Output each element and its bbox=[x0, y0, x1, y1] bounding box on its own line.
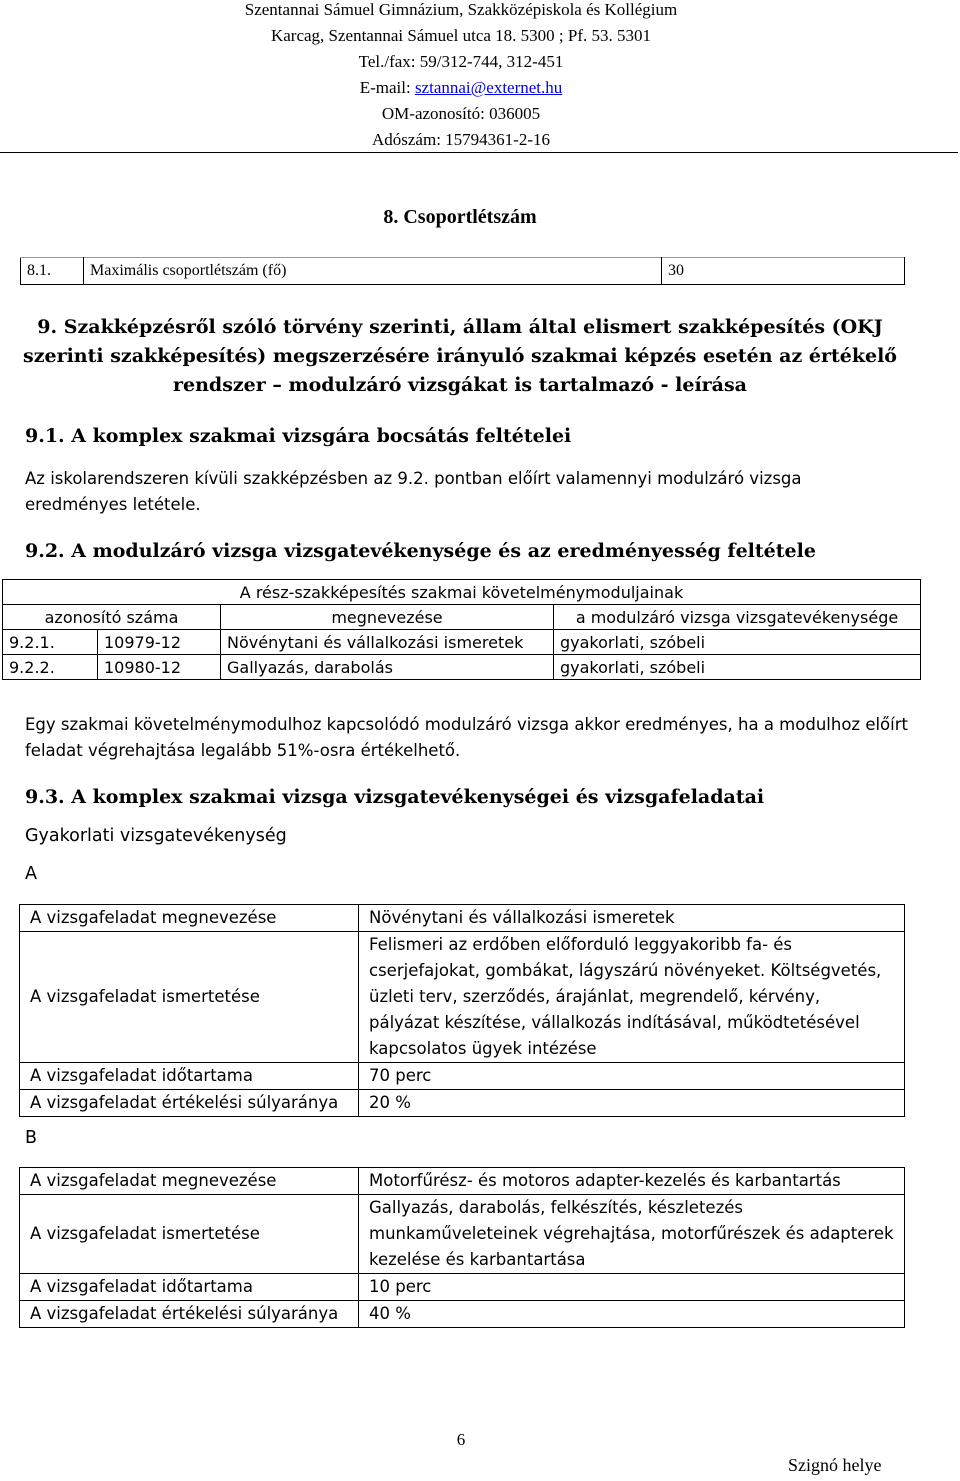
table-cell: 10979-12 bbox=[98, 630, 221, 655]
row-label: A vizsgafeladat megnevezése bbox=[20, 1168, 359, 1195]
row-number: 8.1. bbox=[21, 258, 84, 285]
group-size-table bbox=[20, 257, 905, 285]
table-row bbox=[20, 1168, 905, 1195]
table-row bbox=[20, 932, 905, 1063]
column-header: megnevezése bbox=[221, 605, 554, 630]
row-label: A vizsgafeladat időtartama bbox=[20, 1274, 359, 1301]
table-row bbox=[20, 1063, 905, 1090]
column-header: azonosító száma bbox=[3, 605, 221, 630]
row-value: 10 perc bbox=[359, 1274, 905, 1301]
table-row bbox=[20, 1274, 905, 1301]
section-8-title: 8. Csoportlétszám bbox=[383, 206, 537, 228]
tax-number: Adószám: 15794361-2-16 bbox=[371, 130, 550, 149]
row-label: A vizsgafeladat ismertetése bbox=[20, 932, 359, 1063]
row-value: 70 perc bbox=[359, 1063, 905, 1090]
row-value: 20 % bbox=[359, 1090, 905, 1117]
school-address: Karcag, Szentannai Sámuel utca 18. 5300 ; Pf. 53. 5301 bbox=[270, 26, 652, 45]
row-value: Növénytani és vállalkozási ismeretek bbox=[359, 905, 905, 932]
letterhead bbox=[0, 0, 922, 153]
section-9-2-title: 9.2. A modulzáró vizsga vizsgatevékenysége és az eredményesség feltétele bbox=[25, 540, 816, 562]
school-email bbox=[0, 75, 922, 101]
row-value: Motorfűrész- és motoros adapter-kezelés és karbantartás bbox=[359, 1168, 905, 1195]
column-header: a modulzáró vizsga vizsgatevékenysége bbox=[554, 605, 921, 630]
school-name: Szentannai Sámuel Gimnázium, Szakközépiskola és Kollégium bbox=[244, 0, 678, 19]
table-row bbox=[3, 655, 921, 680]
table-cell: gyakorlati, szóbeli bbox=[554, 630, 921, 655]
module-table bbox=[2, 579, 921, 680]
table-cell: Növénytani és vállalkozási ismeretek bbox=[221, 630, 554, 655]
section-9-1-title: 9.1. A komplex szakmai vizsgára bocsátás feltételei bbox=[25, 425, 572, 447]
page-number: 6 bbox=[456, 1430, 466, 1449]
table-row bbox=[20, 1195, 905, 1274]
table-cell: Gallyazás, darabolás bbox=[221, 655, 554, 680]
task-b-table bbox=[19, 1167, 905, 1328]
table-cell: gyakorlati, szóbeli bbox=[554, 655, 921, 680]
row-label: A vizsgafeladat időtartama bbox=[20, 1063, 359, 1090]
row-label: A vizsgafeladat értékelési súlyaránya bbox=[20, 1090, 359, 1117]
table-header-row bbox=[3, 605, 921, 630]
table-caption: A rész-szakképesítés szakmai követelménymoduljainak bbox=[3, 580, 921, 605]
row-label: A vizsgafeladat megnevezése bbox=[20, 905, 359, 932]
table-cell: 10980-12 bbox=[98, 655, 221, 680]
om-id: OM-azonosító: 036005 bbox=[381, 104, 541, 123]
practical-heading: Gyakorlati vizsgatevékenység bbox=[25, 826, 287, 846]
email-link[interactable]: sztannai@externet.hu bbox=[414, 78, 563, 97]
table-row bbox=[20, 905, 905, 932]
table-row bbox=[20, 1301, 905, 1328]
row-label: A vizsgafeladat értékelési súlyaránya bbox=[20, 1301, 359, 1328]
row-value: 30 bbox=[662, 258, 905, 285]
table-cell: 9.2.1. bbox=[3, 630, 98, 655]
table-row bbox=[3, 630, 921, 655]
school-phone: Tel./fax: 59/312-744, 312-451 bbox=[358, 52, 564, 71]
row-label: Maximális csoportlétszám (fő) bbox=[84, 258, 662, 285]
header-divider bbox=[0, 152, 958, 153]
row-label: A vizsgafeladat ismertetése bbox=[20, 1195, 359, 1274]
section-9-title: 9. Szakképzésről szóló törvény szerinti, állam által elismert szakképesítés (OKJ szerinti szakképesítés) megszerzésére irányuló szakmai képzés esetén az értékelő rendszer – modulzáró vizsgákat is tartalmazó - leírása bbox=[23, 316, 897, 396]
email-label: E-mail: bbox=[359, 78, 415, 97]
row-value: Felismeri az erdőben előforduló leggyakoribb fa- és cserjefajokat, gombákat, lágyszárú növényeket. Költségvetés, üzleti terv, szerződés, árajánlat, megrendelő, kérvény, pályázat készítése, vállalkozás indításával, működtetésével kapcsolatos ügyek intézése bbox=[359, 932, 905, 1063]
section-9-2-text: Egy szakmai követelménymodulhoz kapcsolódó modulzáró vizsga akkor eredményes, ha a modulhoz előírt feladat végrehajtása legalább 51%-osra értékelhető. bbox=[25, 715, 908, 760]
section-9-3-title: 9.3. A komplex szakmai vizsga vizsgatevékenységei és vizsgafeladatai bbox=[25, 786, 765, 808]
task-a-label: A bbox=[25, 864, 37, 884]
row-value: Gallyazás, darabolás, felkészítés, készletezés munkaműveleteinek végrehajtása, motorfűrészek és adapterek kezelése és karbantartása bbox=[359, 1195, 905, 1274]
table-caption-row bbox=[3, 580, 921, 605]
row-value: 40 % bbox=[359, 1301, 905, 1328]
table-row bbox=[21, 258, 905, 285]
table-cell: 9.2.2. bbox=[3, 655, 98, 680]
signature-label: Szignó helye bbox=[788, 1455, 882, 1475]
section-9-1-text: Az iskolarendszeren kívüli szakképzésben az 9.2. pontban előírt valamennyi modulzáró vizsga eredményes letétele. bbox=[25, 469, 802, 514]
task-b-label: B bbox=[25, 1128, 38, 1148]
table-row bbox=[20, 1090, 905, 1117]
task-a-table bbox=[19, 904, 905, 1117]
